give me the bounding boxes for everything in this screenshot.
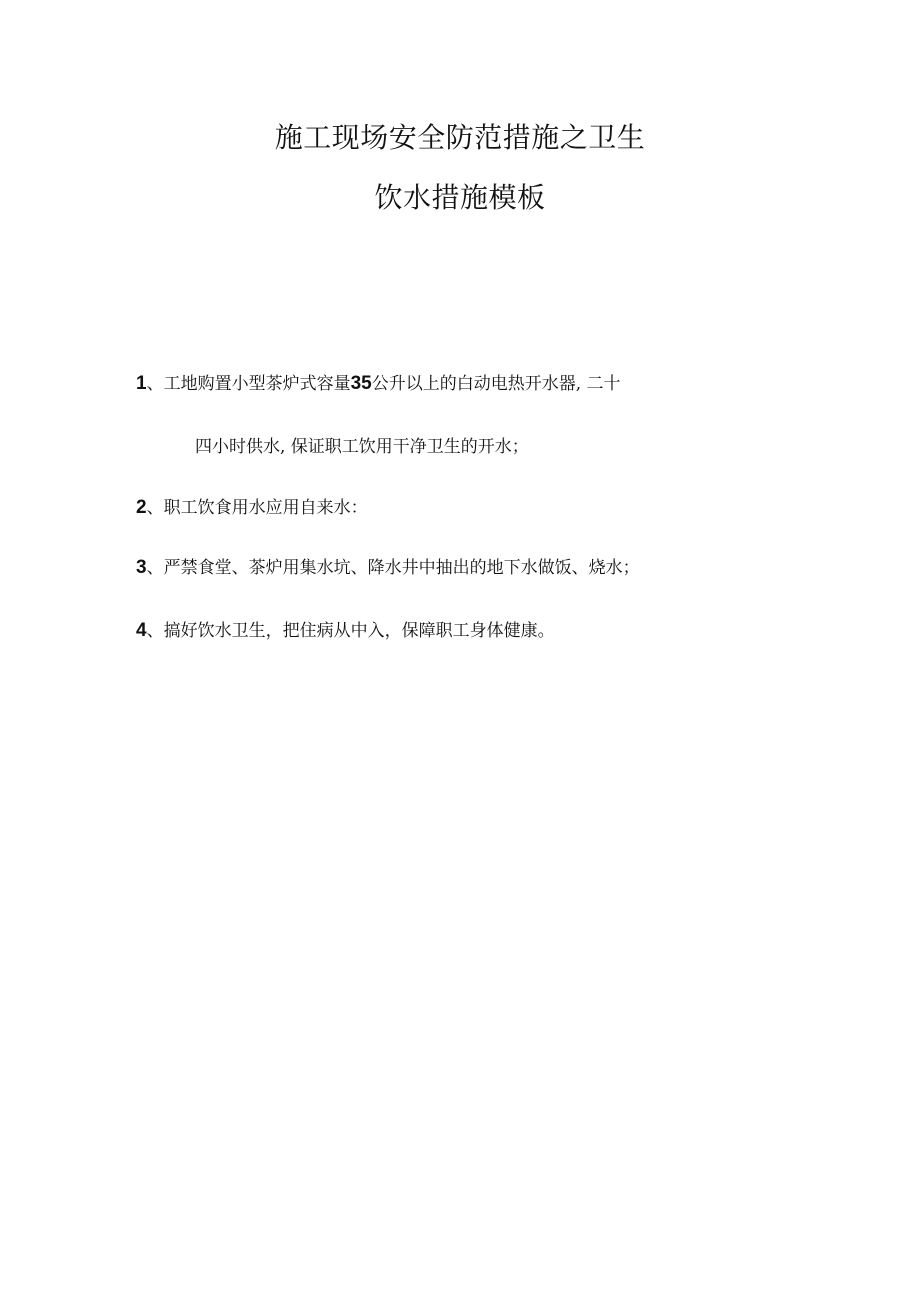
list-item-4: [136, 618, 776, 644]
item-text: 搞好饮水卫生，把住病从中入，保障职工身体健康。: [163, 621, 555, 641]
list-item-3: [136, 555, 776, 581]
item-separator: 、: [146, 621, 164, 641]
page-title-line-1: 施工现场安全防范措施之卫生: [274, 121, 646, 154]
item-separator: 、: [146, 374, 164, 394]
list-item-1-continuation: 四小时供水, 保证职工饮用干净卫生的开水；: [195, 437, 529, 457]
item-text: 严禁食堂、茶炉用集水坑、降水井中抽出的地下水做饭、烧水；: [163, 558, 640, 578]
item-number: 1: [136, 373, 147, 394]
page-title-line-2: 饮水措施模板: [374, 181, 546, 214]
item-separator: 、: [146, 558, 164, 578]
item-text: 工地购置小型茶炉式容量: [163, 374, 351, 394]
item-text: 公升以上的白动电热开水器, 二十: [371, 374, 621, 394]
item-number: 3: [136, 557, 147, 578]
capacity-value: 35: [350, 373, 372, 394]
item-number: 2: [136, 497, 147, 518]
item-text: 职工饮食用水应用自来水：: [163, 498, 368, 518]
list-item-2: [136, 495, 776, 521]
list-item-1: [136, 371, 776, 397]
item-number: 4: [136, 620, 147, 641]
item-separator: 、: [146, 498, 164, 518]
